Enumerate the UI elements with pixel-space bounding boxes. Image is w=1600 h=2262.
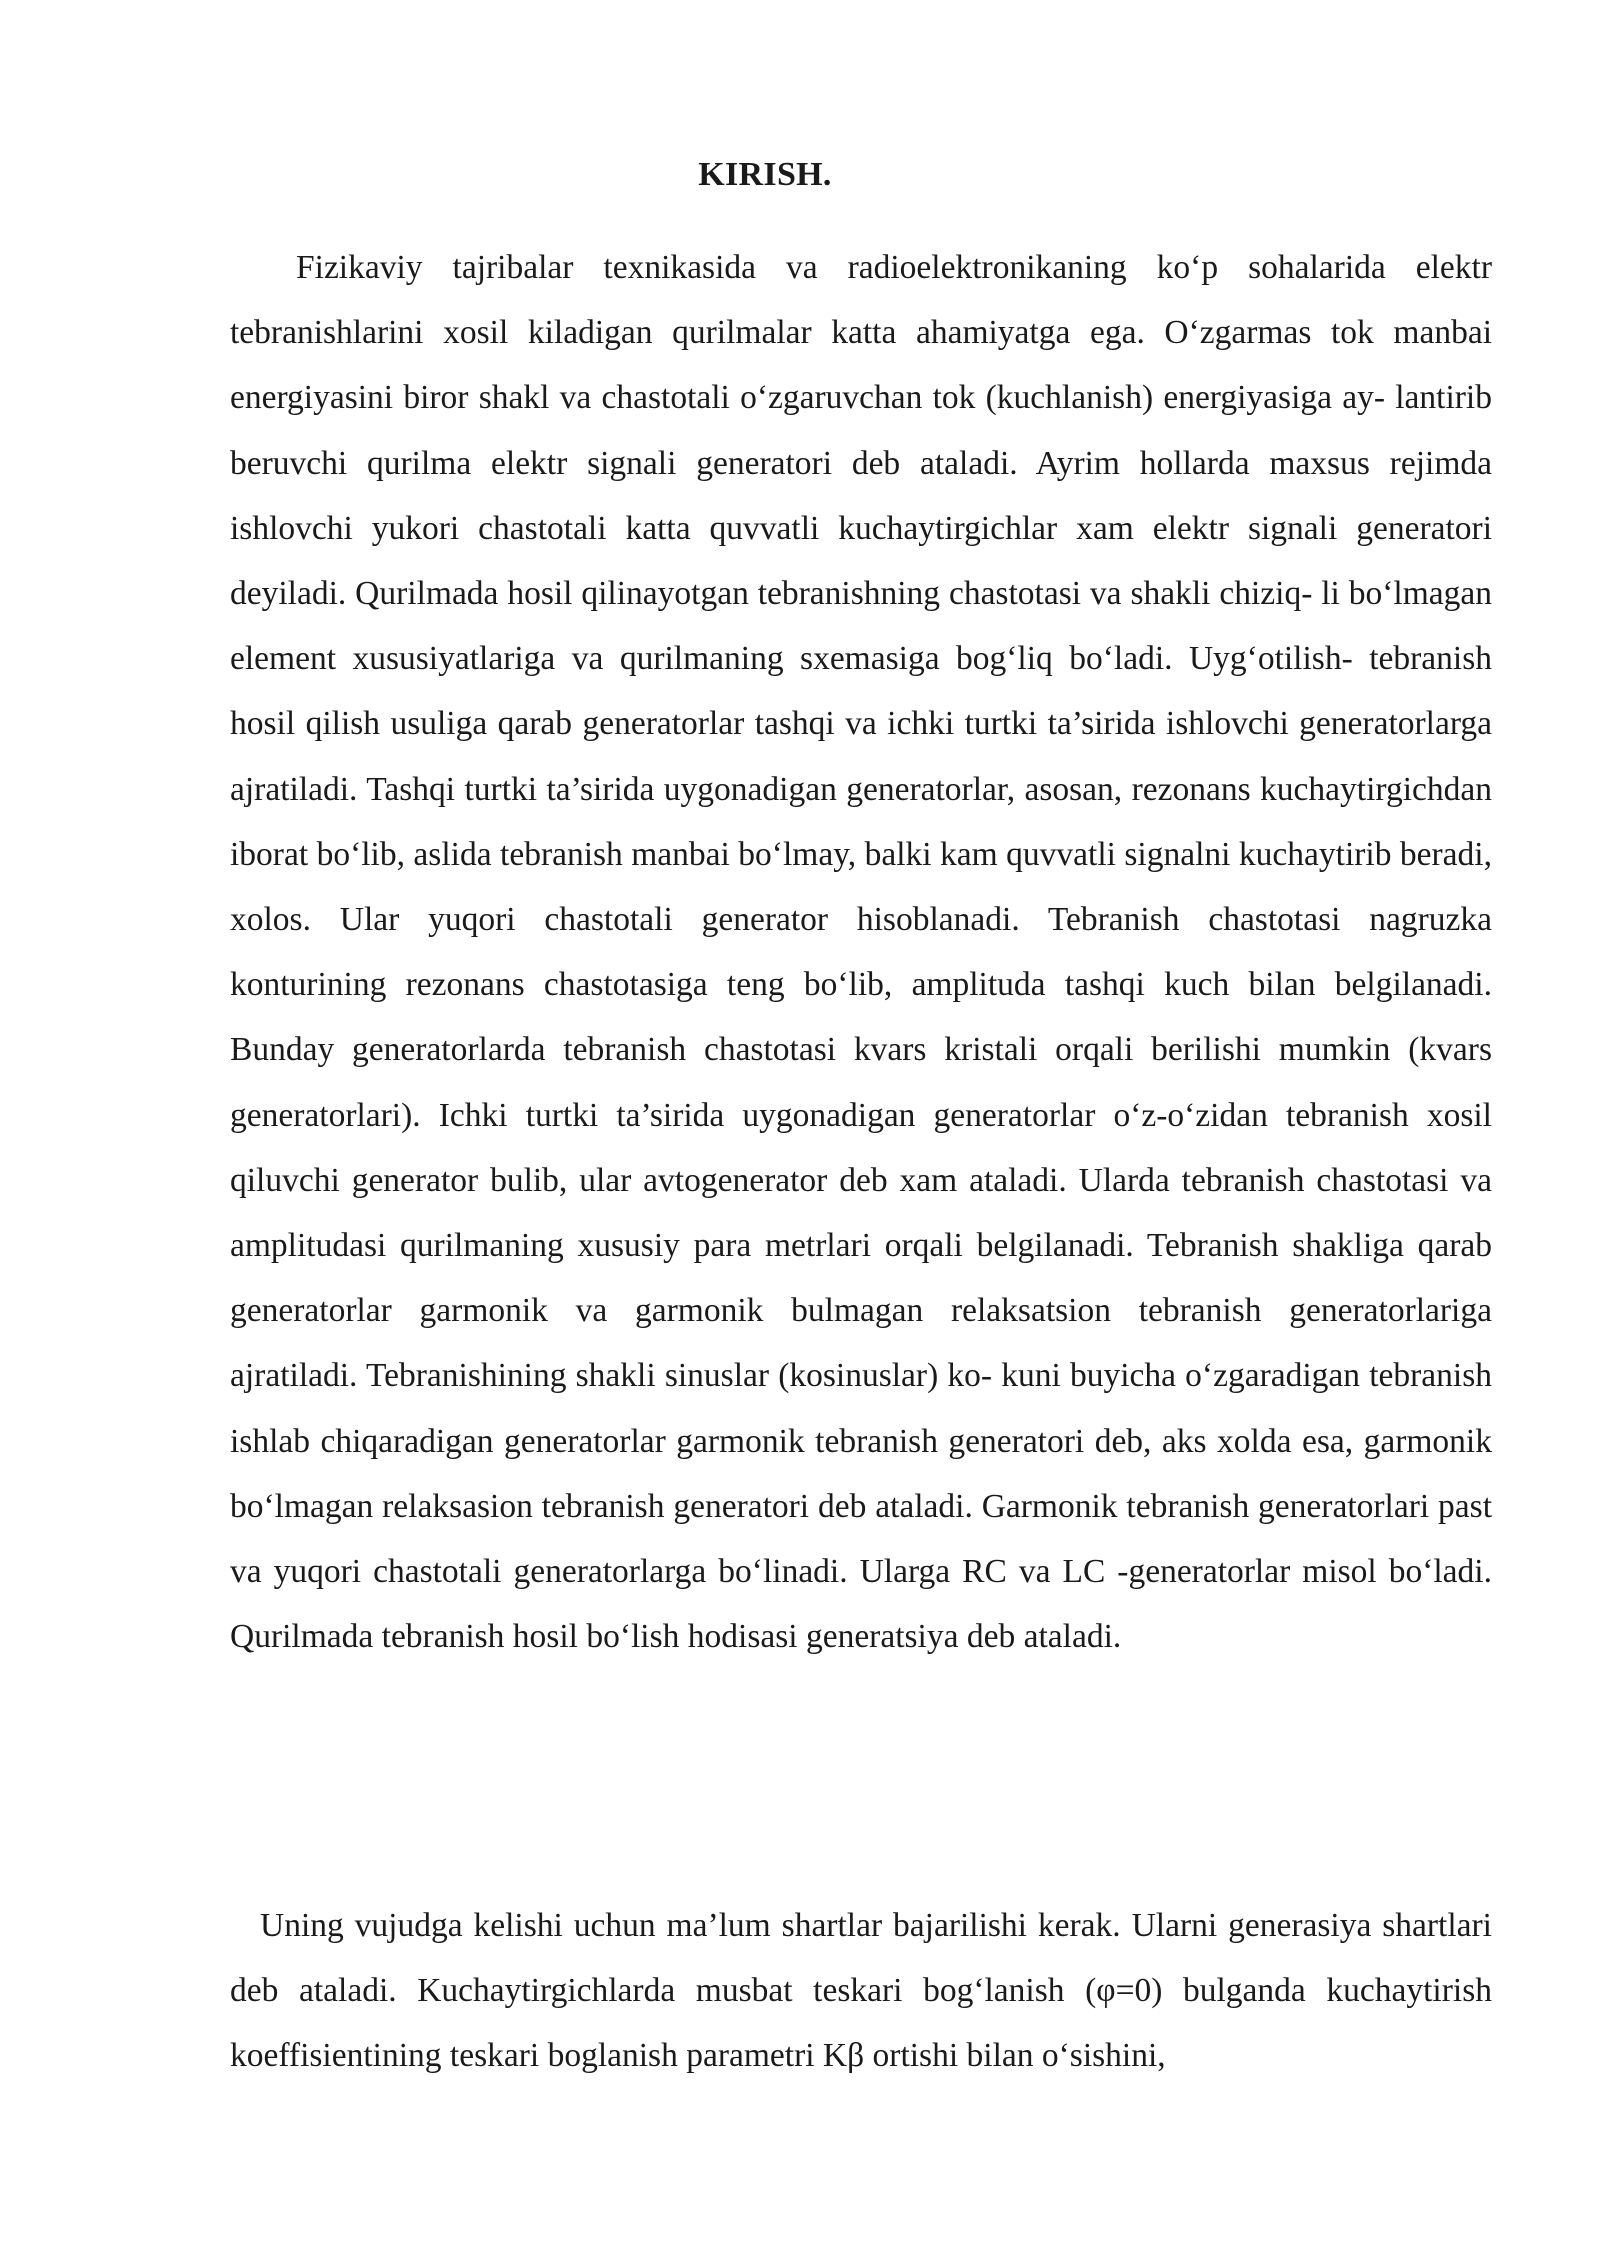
page-title: KIRISH. bbox=[698, 156, 832, 193]
body-paragraph-2: Uning vujudga kelishi uchun ma’lum shartlar bajarilishi kerak. Ularni generasiya shartlari deb ataladi. Kuchaytirgichlarda musbat teskari bog‘lanish (φ=0) bulganda kuchaytirish koeffisientining teskari boglanish parametri Kβ ortishi bilan o‘sishini, bbox=[230, 1907, 1492, 2075]
body-paragraph-1: Fizikaviy tajribalar texnikasida va radioelektronikaning ko‘p sohalarida elektr tebranishlarini xosil kiladigan qurilmalar katta ahamiyatga ega. O‘zgarmas tok manbai energiyasini biror shakl va chastotali o‘zgaruvchan tok (kuchlanish) energiyasiga ay- lantirib beruvchi qurilma elektr signali generatori deb ataladi. Ayrim hollarda maxsus rejimda ishlovchi yukori chastotali katta quvvatli kuchaytirgichlar xam elektr signali generatori deyiladi. Qurilmada hosil qilinayotgan tebranishning chastotasi va shakli chiziq- li bo‘lmagan element xususiyatlariga va qurilmaning sxemasiga bog‘liq bo‘ladi. Uyg‘otilish- tebranish hosil qilish usuliga qarab generatorlar tashqi va ichki turtki ta’sirida ishlovchi generatorlarga ajratiladi. Tashqi turtki ta’sirida uygonadigan generatorlar, asosan, rezonans kuchaytirgichdan iborat bo‘lib, aslida tebranish manbai bo‘lmay, balki kam quvvatli signalni kuchaytirib beradi, xolos. Ular yuqori chastotali generator hisoblanadi. Tebranish chastotasi nagruzka konturining rezonans chastotasiga teng bo‘lib, amplituda tashqi kuch bilan belgilanadi. Bunday generatorlarda tebranish chastotasi kvars kristali orqali berilishi mumkin (kvars generatorlari). Ichki turtki ta’sirida uygonadigan generatorlar o‘z-o‘zidan tebranish xosil qiluvchi generator bulib, ular avtogenerator deb xam ataladi. Ularda tebranish chastotasi va amplitudasi qurilmaning xususiy para metrlari orqali belgilanadi. Tebranish shakliga qarab generatorlar garmonik va garmonik bulmagan relaksatsion tebranish generatorlariga ajratiladi. Tebranishining shakli sinuslar (kosinuslar) ko- kuni buyicha o‘zgaradigan tebranish ishlab chiqaradigan generatorlar garmonik tebranish generatori deb, aks xolda esa, garmonik bo‘lmagan relaksasion tebranish generatori deb ataladi. Garmonik tebranish generatorlari past va yuqori chastotali generatorlarga bo‘linadi. Ularga RC va LC -generatorlar misol bo‘ladi. Qurilmada tebranish hosil bo‘lish hodisasi generatsiya deb ataladi. bbox=[230, 249, 1492, 1656]
